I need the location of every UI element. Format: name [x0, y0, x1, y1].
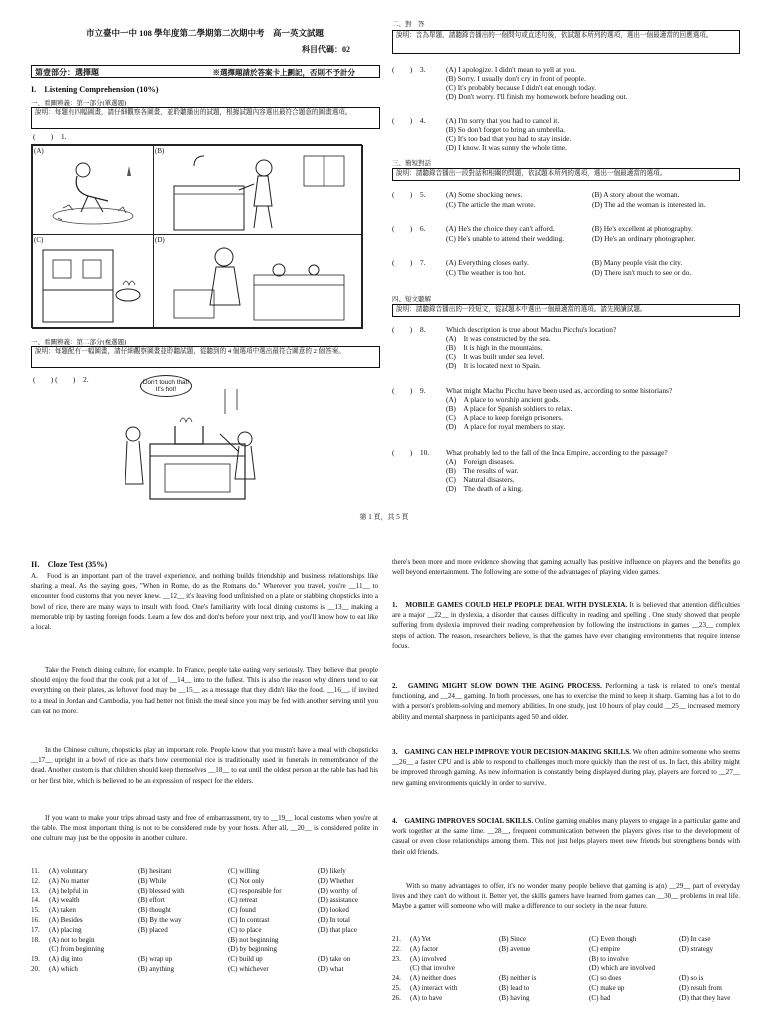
question-6-option-a: (A) He's the choice they can't afford. [446, 224, 555, 233]
cloze-choice-option: (C) retreat [228, 896, 258, 905]
cloze-choice-option: (C) Not only [228, 876, 265, 885]
woman-wiping-floor-illustration [33, 146, 153, 234]
question-7-option-a: (A) Everything closes early. [446, 258, 529, 267]
question-6-option-b: (B) He's excellent at photography. [592, 224, 693, 233]
question-3-number: ( ) 3. [392, 65, 426, 74]
cloze-choice-number: 14. [31, 896, 40, 905]
cloze-choice-option: (B) lead to [499, 984, 530, 992]
cloze-choice-option: (D) strategy [679, 944, 714, 953]
cloze-choice-option: (C) so does [589, 974, 622, 983]
cloze-choice-option: (C) had [589, 993, 611, 1002]
woman-cooking-illustration [154, 235, 362, 328]
instruction-box-3: 說明：音為單題，請聽錄音播出的一個問句或直述句後，依試題本所列的選項，選出一個最適當的回應選項。 [392, 30, 740, 54]
cloze-choice-number: 25. [392, 984, 401, 992]
cloze-choice-option: (A) placing [49, 925, 82, 934]
cloze-choice-number: 23. [392, 954, 401, 963]
cloze-choice-option: (D) take on [318, 955, 351, 964]
page-number: 第 1 頁，共 5 頁 [359, 513, 409, 521]
cloze-choice-option: (A) which [49, 965, 78, 973]
cloze-choice-option: (D) result from [679, 984, 722, 992]
listening-sub1: 一、看圖辨義：第一部分(單選題) [31, 100, 127, 107]
question-9-option-a: (A) A place to worship ancient gods. [446, 395, 561, 404]
cloze-choice-option: (C) responsible for [228, 886, 282, 895]
cloze-choice-option: (D) that they have [679, 993, 731, 1002]
cloze-choice-number: 13. [31, 886, 40, 895]
part1-note: ※選擇題請於答案卡上劃記，否則不予計分 [212, 68, 355, 77]
question-5-option-a: (A) Some shocking news. [446, 190, 523, 199]
cloze-choice-row [31, 916, 381, 926]
cloze-choice-option: (D) In total [318, 916, 350, 924]
cloze-choice-row [392, 984, 742, 994]
question-4-number: ( ) 4. [392, 116, 426, 125]
cloze-choice-option: (C) that involve [410, 964, 455, 973]
exam-page-2 [0, 545, 768, 1024]
cloze-choice-option: (A) No matter [49, 876, 90, 885]
question-3-option-c: (C) It's probably because I didn't eat enough today. [446, 83, 597, 92]
cloze-choice-option: (A) to have [410, 993, 443, 1002]
cloze-choice-row [392, 935, 742, 945]
question-5-number: ( ) 5. [392, 190, 426, 199]
question-3-option-b: (B) Sorry. I usually don't cry in front of people. [446, 74, 586, 83]
cloze-choice-option: (B) neither is [499, 974, 537, 983]
question-3-option-d: (D) Don't worry. I'll finish my homework before heading out. [446, 92, 628, 101]
cloze-choice-number: 17. [31, 925, 40, 934]
cloze-choice-number: 15. [31, 906, 40, 915]
cloze-choice-row [31, 877, 381, 887]
cloze-choice-option: (B) blessed with [138, 886, 185, 895]
cloze-choice-option: (D) assistance [318, 896, 358, 905]
gaming-point-2-heading: 2. GAMING MIGHT SLOW DOWN THE AGING PROCESS. [392, 682, 602, 690]
cloze-choice-option: (A) involved [410, 954, 447, 963]
picture-b [153, 145, 363, 235]
question-9-option-d: (D) A place for royal members to stay. [446, 422, 566, 431]
cloze-choice-option: (A) helpful in [49, 886, 89, 895]
cloze-choice-option: (C) Even though [589, 935, 637, 943]
picture-a-label: (A) [34, 147, 44, 155]
speech-bubble: Don't touch that! It's hot! [140, 375, 192, 397]
question-8-option-d: (D) It is located next to Spain. [446, 361, 541, 370]
cloze-choice-option: (D) In case [679, 935, 711, 943]
gaming-point-3-body: We often admire someone who seems __26__ a faster CPU and is able to respond to challenges much more quickly than the rest of us. In fact, this ability might be improved through gaming. As new information is constantly being displayed during play, players are forced to __27__ new gaming environments quickly in order to survive. [392, 748, 740, 787]
section4-heading: 四、短文聽解 [392, 296, 431, 303]
cloze-choice-number: 22. [392, 944, 401, 953]
picture-d-label: (D) [155, 236, 165, 244]
cloze-choice-option: (C) whichever [228, 965, 269, 973]
question-9-number: ( ) 9. [392, 386, 426, 395]
cloze-choice-number: 19. [31, 955, 40, 964]
cloze-choice-number: 26. [392, 993, 401, 1002]
hot-stove-warning-illustration [125, 384, 270, 504]
question-7-number: ( ) 7. [392, 258, 426, 267]
cloze-choice-option: (C) willing [228, 867, 260, 875]
question-6-number: ( ) 6. [392, 224, 426, 233]
gaming-point-1-heading: 1. MOBILE GAMES COULD HELP PEOPLE DEAL WITH DYSLEXIA. [392, 601, 628, 609]
question-5-option-c: (C) The article the man wrote. [446, 200, 536, 209]
instruction-box-2: 說明：每題配有一幅圖畫，請仔細觀察圖畫並聆聽試題，從聽到的 4 個選項中選出最符合圖意的 2 個答案。 [31, 346, 380, 368]
cloze-choice-option: (C) In contrast [228, 916, 270, 924]
cloze-choice-option: (A) interact with [410, 984, 458, 992]
cloze-choice-option: (B) avenue [499, 944, 531, 953]
cloze-choice-number: 16. [31, 916, 40, 924]
cloze-choice-row [392, 955, 742, 965]
section3-heading: 三、簡短對話 [392, 160, 431, 167]
cloze-passage-a-intro: A. Food is an important part of the travel experience, and nothing builds friendship and business relationships like sharing a meal. As the saying goes, "When in Rome, do as the Romans do." Wherever you travel, you're __11__ to encounter food customs that you never knew. __12__ it's leaving food unfinished on a plate or stabbing chopsticks into a bowl of rice, there are many ways to insult with food. One's familiarity with local dining customs is __13__ making a memorable trip by tasting foreign foods. Learn a few dos and don'ts before your next trip, and you'll know how to eat like a local. [31, 572, 378, 632]
cloze-choice-option: (B) having [499, 993, 530, 1002]
question-10-option-d: (D) The death of a king. [446, 484, 523, 493]
question-7-option-c: (C) The weather is too hot. [446, 268, 526, 277]
cloze-choice-row [31, 936, 381, 946]
gaming-point-1-body: It is believed that attention difficulties are a major __22__ in dyslexia, a disorder that causes difficulty in reading and spelling . One study showed that people suffering from dyslexia improved their reading comprehension by following the instructions in games __23__ complex steps of action. The reason, researchers believe, is that the games have ever changing environments that require intense focus. [392, 601, 741, 650]
cloze-choice-option: (B) effort [138, 896, 165, 905]
cloze-choice-number: 12. [31, 876, 40, 885]
question-6-option-d: (D) He's an ordinary photographer. [592, 234, 696, 243]
question-10-number: ( ) 10. [392, 448, 430, 457]
cloze-choice-option: (A) factor [410, 944, 439, 953]
cloze-choice-option: (D) so is [679, 974, 704, 983]
cloze-choice-number: 18. [31, 935, 40, 944]
question-4-option-a: (A) I'm sorry that you had to cancel it. [446, 116, 560, 125]
cloze-choice-row [392, 945, 742, 955]
instruction-box-5: 說明：請聽錄音播出的一段短文，從試題本中選出一個最適當的選項。請先閱讀試題。 [392, 304, 740, 317]
question-8-stem: Which description is true about Machu Picchu's location? [446, 325, 617, 334]
cloze-choice-option: (A) Yet [410, 935, 431, 943]
cloze-choice-option: (B) By the way [138, 916, 182, 924]
cloze-choice-option: (D) by beginning [228, 945, 277, 954]
cloze-choice-option: (B) not beginning [228, 935, 279, 944]
gaming-point-4-body: Online gaming enables many players to engage in a particular game and work together at the same time. __28__, frequent communication between the players gives rise to the development of casual or even close relationships among them. This not just helps players meet new friends but strengthens bonds with their old friends. [392, 817, 740, 856]
kitchen-stove-illustration [33, 235, 153, 328]
gaming-point-2-body: Performing a task is related to one's mental functioning, and __24__ gaming. In both processes, one has to exercise the mind to keep it sharp. Gaming has a lot to do with a person's problem-solving and memory abilities. In one study, just 10 hours of play could __25__ increased memory ability and mental sharpness in participants aged 50 and older. [392, 682, 740, 721]
gaming-point-4 [392, 816, 740, 857]
instruction-box-4: 說明：請聽錄音播出一段對話和相關的問題，依試題本所列的選項，選出一個最適當的選項。 [392, 168, 740, 181]
cloze-choice-option: (B) placed [138, 925, 168, 934]
question-4-option-d: (D) I know. It was sunny the whole time. [446, 143, 568, 152]
question-10-option-c: (C) Natural disasters. [446, 475, 515, 484]
question-5-option-b: (B) A story about the woman. [592, 190, 680, 199]
cloze-choice-option: (C) found [228, 906, 256, 915]
cloze-choice-option: (D) looked [318, 906, 349, 915]
woman-washing-dishes-illustration [154, 146, 362, 234]
cloze-choice-row [31, 906, 381, 916]
picture-c-label: (C) [34, 236, 44, 244]
question-5-option-d: (D) The ad the woman is interested in. [592, 200, 706, 209]
subject-code: 科目代碼：02 [302, 45, 350, 54]
listening-heading: I. Listening Comprehension (10%) [31, 85, 159, 94]
cloze-choice-row [31, 887, 381, 897]
part1-header [31, 65, 380, 78]
cloze-choice-number: 24. [392, 974, 401, 983]
question-7-option-d: (D) There isn't much to see or do. [592, 268, 692, 277]
question-2-number: ( ) ( ) 2. [33, 375, 89, 384]
cloze-choice-option: (A) neither does [410, 974, 457, 983]
cloze-choice-row [31, 896, 381, 906]
question-8-number: ( ) 8. [392, 325, 426, 334]
cloze-choice-number: 21. [392, 935, 401, 943]
cloze-choice-option: (B) Since [499, 935, 526, 943]
cloze-choice-option: (D) Whether [318, 876, 354, 885]
cloze-choice-option: (D) likely [318, 867, 346, 875]
question-9-option-b: (B) A place for Spanish soldiers to relax. [446, 404, 573, 413]
picture-d [153, 234, 363, 329]
cloze-passage-a-conclusion: If you want to make your trips abroad tasty and free of embarrassment, try to __19__ local customs when you're at the table. The most important thing is not to be considered rude by your hosts. After all, __20__ is considered polite in one culture may just be the opposite in another culture. [31, 814, 378, 843]
picture-c [32, 234, 154, 329]
cloze-choice-row [31, 955, 381, 965]
gaming-point-3-heading: 3. GAMING CAN HELP IMPROVE YOUR DECISION-MAKING SKILLS. [392, 748, 631, 756]
cloze-choice-option: (D) which are involved [589, 964, 655, 973]
cloze-choice-row [31, 965, 381, 975]
cloze-passage-b-conclusion: With so many advantages to offer, it's no wonder many people believe that gaming is a(n) __29__ part of everyday lives and they can't do without it. Better yet, the skills gamers have learned from games can __30__ problems in real life. Maybe a gamer will someone who will make a difference to our society in the near future. [392, 882, 740, 911]
cloze-choice-option: (B) to involve [589, 954, 629, 963]
cloze-choice-option: (B) While [138, 876, 167, 885]
cloze-choice-option: (C) empire [589, 944, 620, 953]
cloze-choice-option: (A) voluntary [49, 867, 88, 875]
question-8-option-b: (B) It is high in the mountains. [446, 343, 543, 352]
cloze-passage-b-intro: there's been more and more evidence showing that gaming actually has positive influence on players and the benefits go well beyond entertainment. The following are some of the advantages of playing video games. [392, 558, 740, 577]
cloze-choice-option: (A) Besides [49, 916, 83, 924]
question-3-option-a: (A) I apologize. I didn't mean to yell at you. [446, 65, 577, 74]
cloze-choice-option: (B) wrap up [138, 955, 173, 964]
question-10-stem: What probably led to the fall of the Inca Empire, according to the passage? [446, 448, 668, 457]
gaming-point-3 [392, 747, 740, 788]
gaming-point-4-heading: 4. GAMING IMPROVES SOCIAL SKILLS. [392, 817, 534, 825]
cloze-choice-option: (C) from beginning [49, 945, 105, 954]
cloze-choice-option: (B) thought [138, 906, 171, 915]
question-4-option-b: (B) So don't forget to bring an umbrella. [446, 125, 566, 134]
cloze-choice-number: 20. [31, 965, 40, 973]
cloze-choice-option: (C) make up [589, 984, 625, 992]
question-8-option-c: (C) It was built under sea level. [446, 352, 545, 361]
cloze-choice-option: (A) taken [49, 906, 76, 915]
cloze-choice-option: (D) that place [318, 925, 357, 934]
question-9-stem: What might Machu Picchu have been used as, according to some historians? [446, 386, 673, 395]
picture-grid [31, 144, 362, 328]
cloze-choice-option: (B) hesitant [138, 867, 172, 875]
picture-b-label: (B) [155, 147, 165, 155]
cloze-choice-row [392, 994, 742, 1004]
question-1-number: ( ) 1. [33, 132, 67, 141]
cloze-passage-a-chinese: In the Chinese culture, chopsticks play an important role. People know that you mustn't have a meal with chopsticks __17__ upright in a bowl of rice as that's how ceremonial rice is traditionally used in funerals in remembrance of the dead. Another custom is that children should keep themselves __18__ to eat until the oldest person at the table has had his or her first bite, which is believed to be an expression of respect for the elders. [31, 746, 378, 785]
section2-heading: 二、對 答 [392, 21, 425, 28]
part1-title: 第壹部分：選擇題 [35, 68, 99, 77]
cloze-choice-row [392, 964, 742, 974]
cloze-passage-a-french: Take the French dining culture, for example. In France, people take eating very seriously. They believe that people should enjoy the food that the cook put a lot of __14__ into to the fullest. This is also the reason why diners tend to eat everything on their plates, as leftover food may be __15__ as a message that they didn't like the food. __16__, if invited to a meal in Jordan and Cambodia, you had better not finish the meal since you may be fed with another serving until you can eat no more. [31, 666, 378, 715]
cloze-choice-option: (A) dig into [49, 955, 83, 964]
cloze-choice-row [31, 945, 381, 955]
cloze-heading: II. Cloze Test (35%) [31, 560, 108, 569]
question-7-option-b: (B) Many people visit the city. [592, 258, 683, 267]
cloze-choice-row [31, 867, 381, 877]
question-4-option-c: (C) It's too bad that you had to stay inside. [446, 134, 572, 143]
cloze-choice-option: (A) not to begin [49, 935, 95, 944]
question-10-option-b: (B) The results of war. [446, 466, 519, 475]
picture-a [32, 145, 154, 235]
question-8-option-a: (A) It was constructed by the sea. [446, 334, 551, 343]
instruction-box-1: 說明：每題有四幅圖畫，請仔細觀察各圖畫，並聆聽播出的試題，根據試題內容選出最符合題意的圖畫選項。 [31, 107, 380, 129]
exam-title: 市立臺中一中 108 學年度第二學期第二次期中考 高一英文試題 [85, 28, 324, 38]
cloze-choice-number: 11. [31, 867, 40, 875]
question-6-option-c: (C) He's unable to attend their wedding. [446, 234, 565, 243]
cloze-choice-option: (C) to place [228, 925, 262, 934]
gaming-point-2 [392, 681, 740, 722]
cloze-choice-option: (C) build up [228, 955, 263, 964]
cloze-choice-option: (A) wealth [49, 896, 80, 905]
cloze-choice-option: (D) worthy of [318, 886, 358, 895]
question-10-option-a: (A) Foreign diseases. [446, 457, 515, 466]
cloze-choice-option: (D) what [318, 965, 344, 973]
cloze-choice-row [31, 926, 381, 936]
cloze-choice-row [392, 974, 742, 984]
cloze-choice-option: (B) anything [138, 965, 175, 973]
listening-sub2: 一、看圖辨義：第二部分(複選題) [31, 339, 127, 346]
gaming-point-1 [392, 600, 740, 651]
question-9-option-c: (C) A place to keep foreign prisoners. [446, 413, 563, 422]
